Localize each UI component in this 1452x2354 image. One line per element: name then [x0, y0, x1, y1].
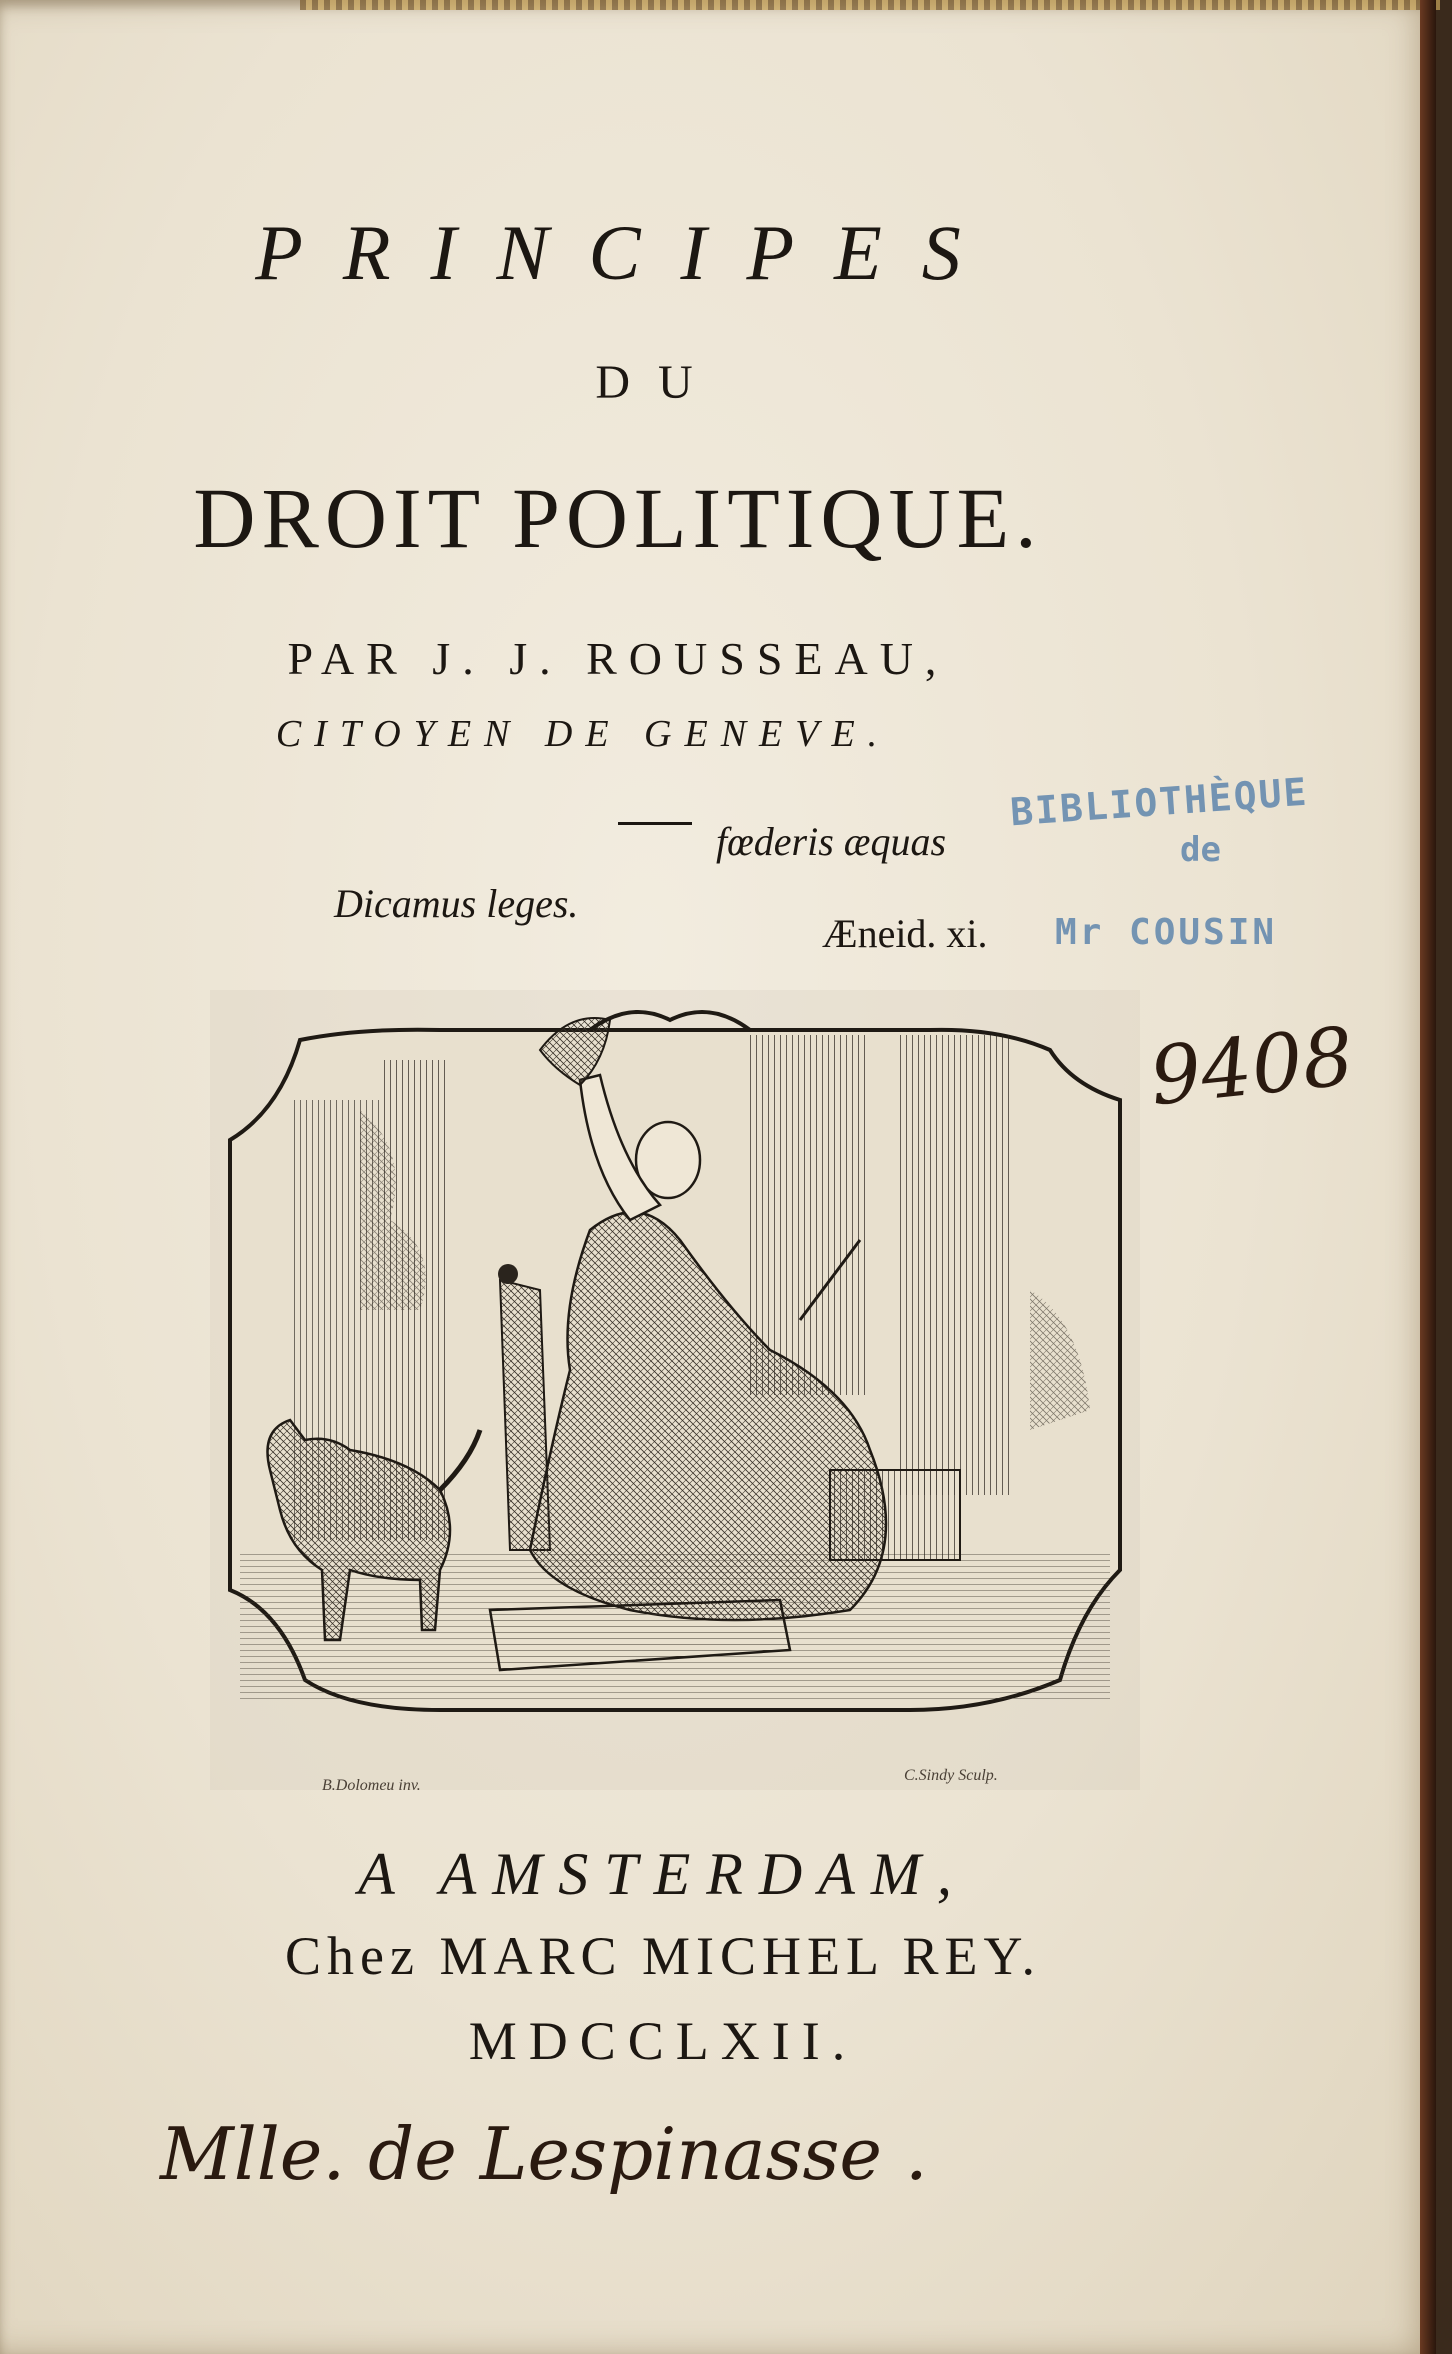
- imprint-publisher: Chez MARC MICHEL REY.: [284, 1926, 1042, 1986]
- imprint-year: MDCCLXII.: [468, 2011, 858, 2071]
- title-line-1: PRINCIPES: [255, 209, 1001, 296]
- library-stamp-line-3: Mr COUSIN: [1055, 912, 1278, 953]
- author-line: PAR J. J. ROUSSEAU,: [287, 633, 949, 684]
- epigraph-source: Æneid. xi.: [822, 911, 988, 956]
- engraving: [210, 990, 1140, 1790]
- engraver-signature: C.Sindy Sculp.: [904, 1767, 998, 1784]
- shelfmark: 9408: [1145, 1009, 1358, 1124]
- epigraph-part-2: Dicamus leges.: [334, 881, 579, 926]
- library-stamp-line-2: de: [1180, 830, 1221, 870]
- ownership-inscription: Mlle. de Lespinasse .: [160, 2112, 928, 2196]
- imprint-place: A AMSTERDAM,: [358, 1841, 968, 1907]
- citizen-line: CITOYEN DE GENEVE.: [275, 713, 891, 755]
- book-spine-edge: [1420, 0, 1436, 2354]
- title-line-2: DU: [595, 356, 721, 409]
- library-stamp-line-1: BIBLIOTHÈQUE: [1008, 769, 1310, 835]
- title-line-3: DROIT POLITIQUE.: [193, 470, 1043, 566]
- designer-signature: B.Dolomeu inv.: [322, 1777, 421, 1794]
- epigraph-dash: [618, 822, 692, 825]
- epigraph-part-1: fœderis æquas: [716, 819, 947, 864]
- gilt-edge: [300, 0, 1440, 10]
